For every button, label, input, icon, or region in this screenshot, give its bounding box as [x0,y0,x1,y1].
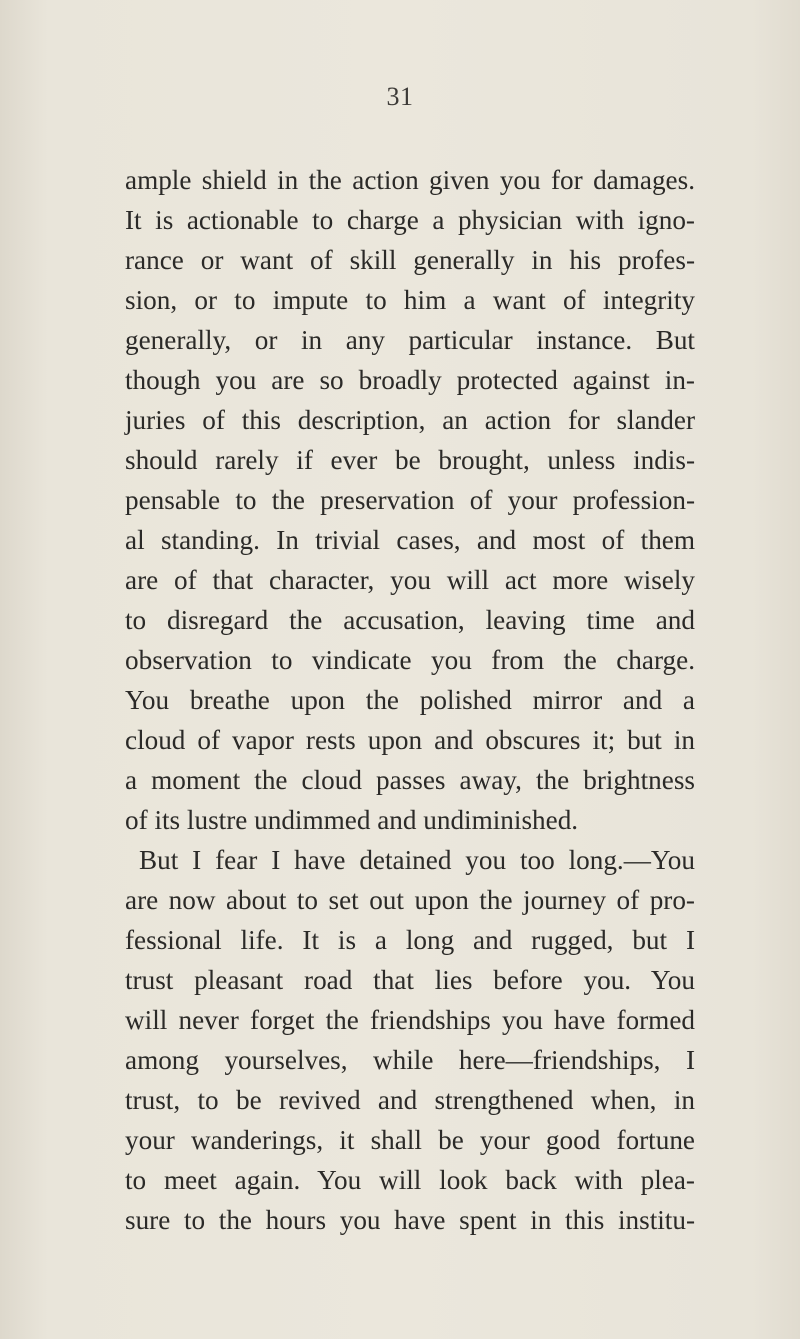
text-line: observation to vindicate you from the charge. [125,645,695,675]
text-line: trust pleasant road that lies before you. You [125,965,695,995]
text-line: fessional life. It is a long and rugged, but I [125,925,695,955]
text-line: cloud of vapor rests upon and obscures it; but in [125,725,695,755]
text-line: But I fear I have detained you too long.—You [139,845,695,875]
text-line: generally, or in any particular instance. But [125,325,695,355]
text-line: to meet again. You will look back with plea- [125,1165,695,1195]
text-line: to disregard the accusation, leaving time and [125,605,695,635]
text-line: though you are so broadly protected against in- [125,365,695,395]
text-line: a moment the cloud passes away, the brightness [125,765,695,795]
text-line: al standing. In trivial cases, and most of them [125,525,695,555]
text-line: of its lustre undimmed and undiminished. [125,805,579,835]
text-line: You breathe upon the polished mirror and a [125,685,695,715]
page-number: 31 [386,82,414,111]
text-line: It is actionable to charge a physician with igno- [125,205,695,235]
text-line: rance or want of skill generally in his profes- [125,245,695,275]
text-line: among yourselves, while here—friendships, I [125,1045,695,1075]
text-line: pensable to the preservation of your profession- [125,485,695,515]
text-line: should rarely if ever be brought, unless indis- [125,445,695,475]
text-line: are of that character, you will act more wisely [125,565,695,595]
text-line: are now about to set out upon the journey of pro- [125,885,695,915]
text-line: sion, or to impute to him a want of integrity [125,285,695,315]
text-line: your wanderings, it shall be your good fortune [125,1125,695,1155]
text-line: sure to the hours you have spent in this institu- [125,1205,695,1235]
text-line: ample shield in the action given you for damages. [125,165,695,195]
text-line: juries of this description, an action for slander [125,405,695,435]
text-line: trust, to be revived and strengthened when, in [125,1085,695,1115]
text-line: will never forget the friendships you have formed [125,1005,695,1035]
